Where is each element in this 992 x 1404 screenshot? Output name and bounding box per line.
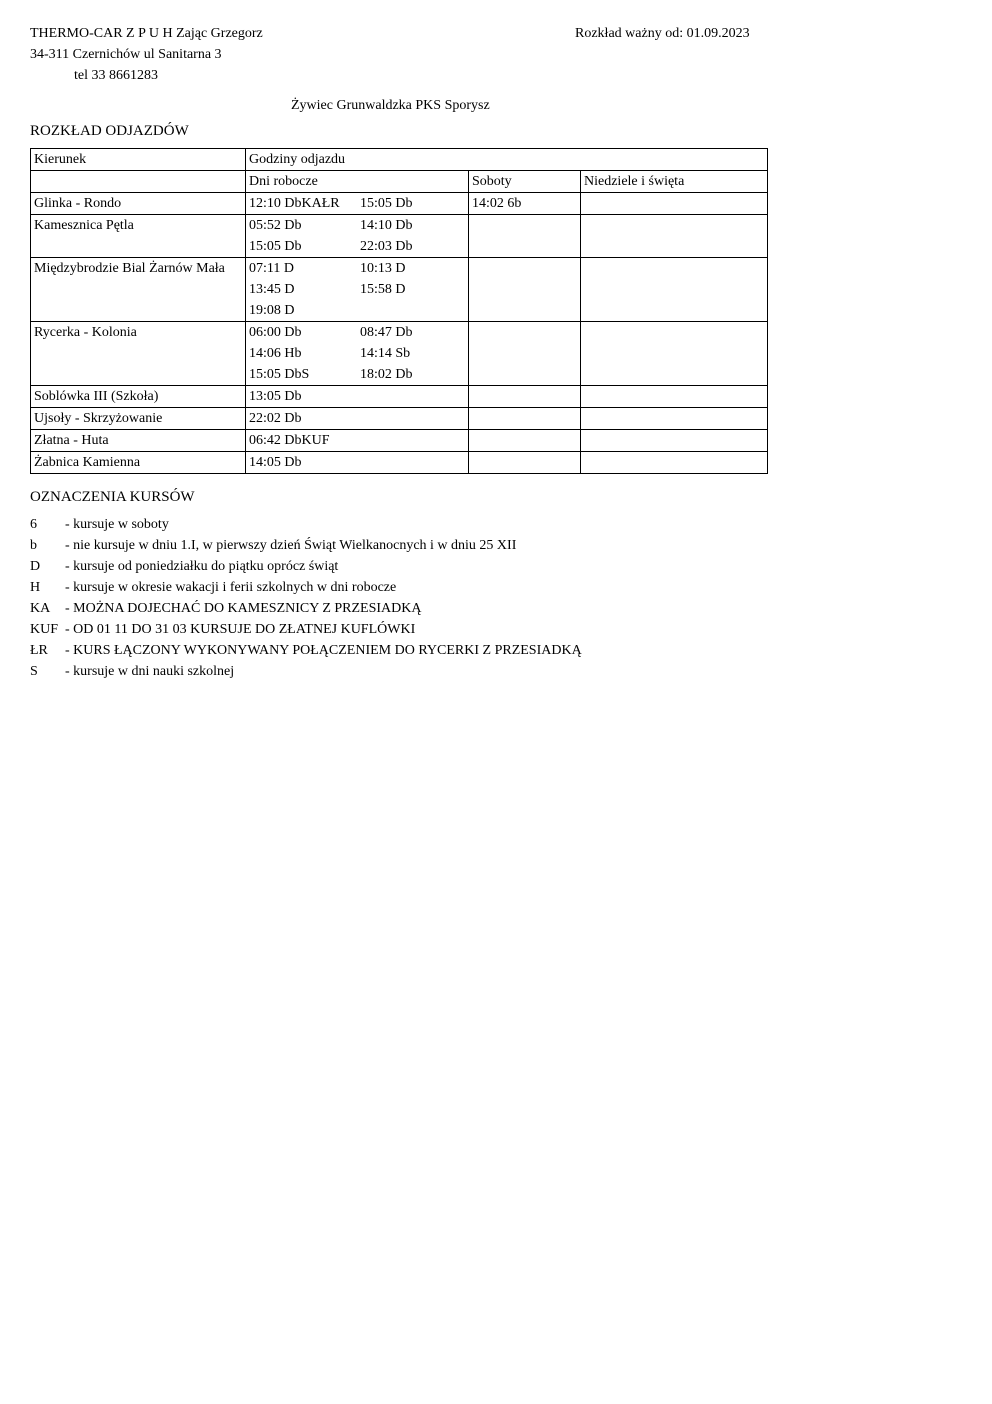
legend-text: - MOŻNA DOJECHAĆ DO KAMESZNICY Z PRZESIADKĄ [65,601,422,616]
header-departures: Godziny odjazdu [246,149,768,171]
legend-text: - kursuje od poniedziałku do piątku oprócz świąt [65,559,339,574]
header-direction: Kierunek [31,149,246,171]
company-name: THERMO-CAR Z P U H Zając Grzegorz [30,26,263,41]
saturdays-cell [469,452,581,474]
direction-cell: Rycerka - Kolonia [31,322,246,386]
table-row [31,430,768,452]
legend-code: D [30,559,41,574]
header-weekdays: Dni robocze [246,171,469,193]
departure-time: 14:02 6b [472,196,522,211]
weekdays-cell [246,258,469,322]
saturdays-cell [469,215,581,258]
legend-code: 6 [30,517,37,532]
legend-item [30,577,582,598]
direction-cell: Glinka - Rondo [31,193,246,215]
table-row [31,258,768,322]
legend-item [30,514,582,535]
stop-name: Żywiec Grunwaldzka PKS Sporysz [291,98,490,113]
direction-cell: Międzybrodzie Bial Żarnów Mała [31,258,246,322]
departure-time: 22:02 Db [249,411,302,426]
legend-text: - kursuje w soboty [65,517,169,532]
legend-code: KUF [30,622,59,637]
departure-time: 15:05 Db [249,239,302,254]
valid-from: Rozkład ważny od: 01.09.2023 [575,26,750,41]
weekdays-cell [246,452,469,474]
legend-item [30,619,582,640]
legend-item [30,640,582,661]
sundays-cell [581,430,768,452]
schedule-title: ROZKŁAD ODJAZDÓW [30,123,189,139]
legend-code: H [30,580,41,595]
departure-time: 14:05 Db [249,455,302,470]
departure-time: 14:06 Hb [249,346,302,361]
table-row [31,322,768,386]
legend-code: ŁR [30,643,48,658]
direction-cell: Złatna - Huta [31,430,246,452]
departure-time: 06:42 DbKUF [249,433,330,448]
weekdays-cell [246,193,469,215]
table-row [31,452,768,474]
weekdays-cell [246,408,469,430]
direction-cell: Kamesznica Pętla [31,215,246,258]
departure-time: 08:47 Db [360,325,413,340]
departure-time: 06:00 Db [249,325,302,340]
sundays-cell [581,322,768,386]
weekdays-cell [246,386,469,408]
saturdays-cell [469,193,581,215]
weekdays-cell [246,322,469,386]
departure-time: 12:10 DbKAŁR [249,196,340,211]
timetable [30,148,768,474]
timetable-body [31,193,768,474]
company-address: 34-311 Czernichów ul Sanitarna 3 [30,47,222,62]
sundays-cell [581,258,768,322]
legend-item [30,661,582,682]
departure-time: 22:03 Db [360,239,413,254]
sundays-cell [581,215,768,258]
company-phone: tel 33 8661283 [74,68,158,83]
legend-item [30,598,582,619]
departure-time: 14:14 Sb [360,346,411,361]
legend-item [30,556,582,577]
saturdays-cell [469,408,581,430]
legend-text: - nie kursuje w dniu 1.I, w pierwszy dzień Świąt Wielkanocnych i w dniu 25 XII [65,538,517,553]
departure-time: 15:05 DbS [249,367,310,382]
departure-time: 13:45 D [249,282,295,297]
legend-text: - kursuje w okresie wakacji i ferii szkolnych w dni robocze [65,580,397,595]
legend-text: - KURS ŁĄCZONY WYKONYWANY POŁĄCZENIEM DO RYCERKI Z PRZESIADKĄ [65,643,582,658]
table-row [31,215,768,258]
legend-text: - kursuje w dni nauki szkolnej [65,664,235,679]
departure-time: 15:05 Db [360,196,413,211]
sundays-cell [581,408,768,430]
weekdays-cell [246,430,469,452]
saturdays-cell [469,430,581,452]
sundays-cell [581,193,768,215]
departure-time: 15:58 D [360,282,406,297]
header-blank [31,171,246,193]
departure-time: 14:10 Db [360,218,413,233]
legend-text: - OD 01 11 DO 31 03 KURSUJE DO ZŁATNEJ KUFLÓWKI [65,622,416,637]
header-saturdays: Soboty [469,171,581,193]
direction-cell: Ujsoły - Skrzyżowanie [31,408,246,430]
header-sundays: Niedziele i święta [581,171,768,193]
sundays-cell [581,452,768,474]
legend-code: b [30,538,37,553]
table-row [31,408,768,430]
saturdays-cell [469,258,581,322]
legend-code: S [30,664,38,679]
legend-code: KA [30,601,51,616]
legend-title: OZNACZENIA KURSÓW [30,489,195,505]
saturdays-cell [469,386,581,408]
legend-item [30,535,582,556]
direction-cell: Soblówka III (Szkoła) [31,386,246,408]
sundays-cell [581,386,768,408]
table-row [31,386,768,408]
weekdays-cell [246,215,469,258]
departure-time: 19:08 D [249,303,295,318]
departure-time: 13:05 Db [249,389,302,404]
saturdays-cell [469,322,581,386]
departure-time: 18:02 Db [360,367,413,382]
legend-list [30,514,582,682]
table-row [31,193,768,215]
direction-cell: Żabnica Kamienna [31,452,246,474]
departure-time: 10:13 D [360,261,406,276]
departure-time: 05:52 Db [249,218,302,233]
departure-time: 07:11 D [249,261,294,276]
